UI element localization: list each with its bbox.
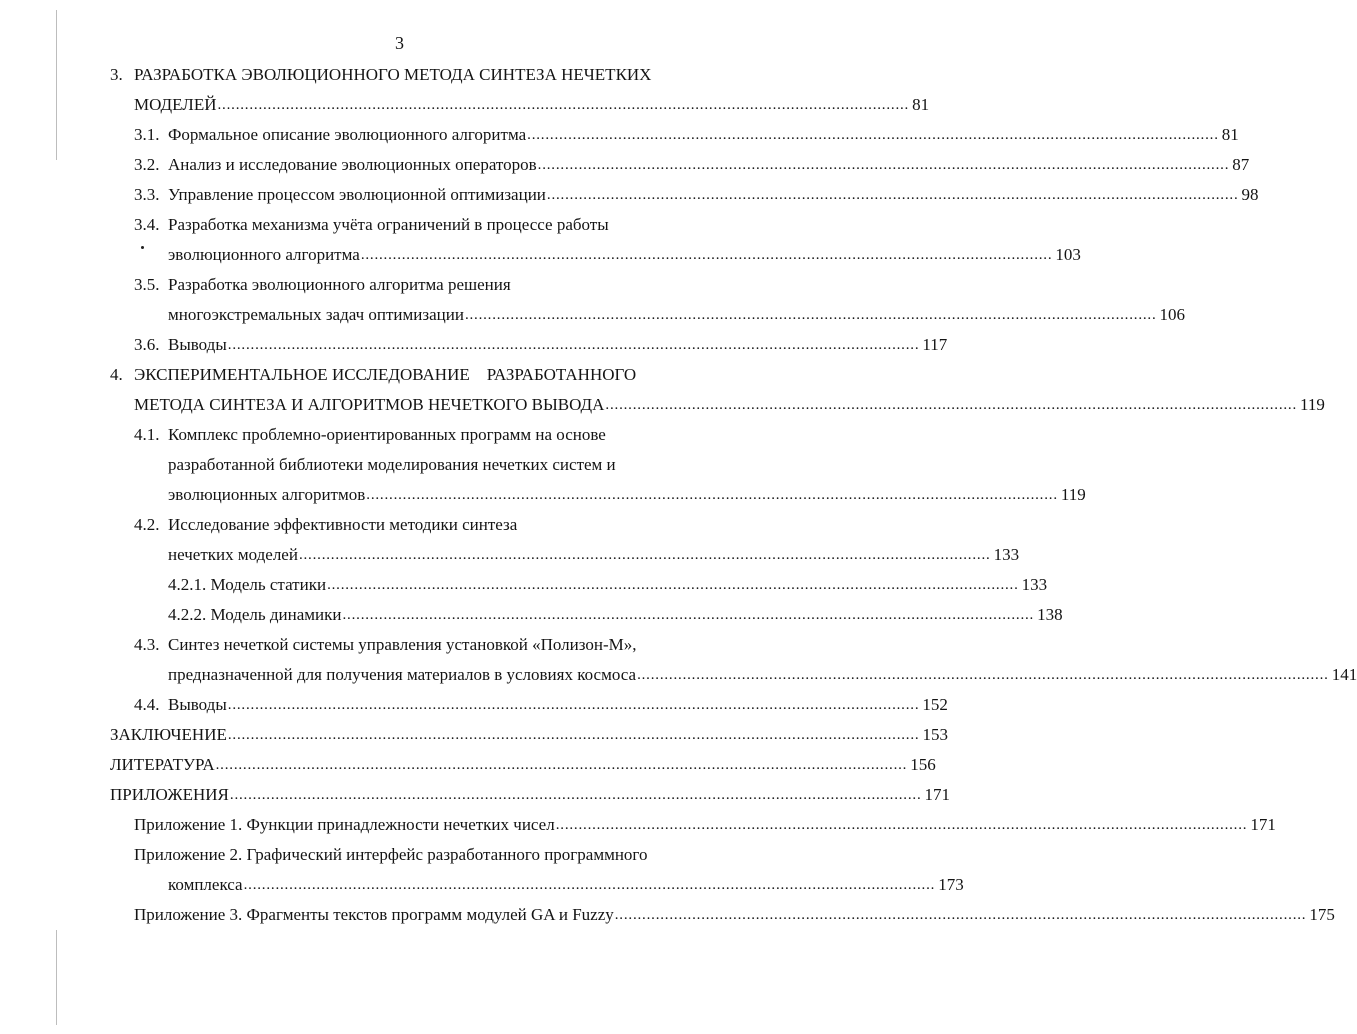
toc-entry-number: 3.5. — [134, 275, 160, 294]
toc-entry-number: 4.2. — [134, 515, 160, 534]
dot-leader: ........................................................................................................................................................ — [243, 877, 936, 893]
toc-entry-title: Анализ и исследование эволюционных операторов — [168, 155, 537, 174]
toc-entry-number: 3.4. — [134, 215, 160, 234]
dot-leader: ........................................................................................................................................................ — [298, 547, 991, 563]
scan-margin-line — [56, 930, 57, 1025]
toc-entry-leader — [168, 240, 1081, 270]
toc-entry-title: ЛИТЕРАТУРА — [110, 755, 215, 774]
table-of-contents — [0, 60, 1357, 940]
toc-entry-number: 4.1. — [134, 425, 160, 444]
toc-entry-number: 3. — [110, 65, 123, 84]
dot-leader: ........................................................................................................................................................ — [227, 337, 920, 353]
toc-entry-chapter-3-cont — [0, 90, 930, 120]
toc-entry-number: 3.6. — [134, 335, 160, 354]
toc-entry-leader — [168, 300, 1186, 330]
toc-entry-title: ПРИЛОЖЕНИЯ — [110, 785, 229, 804]
dot-leader: ........................................................................................................................................................ — [614, 907, 1307, 923]
toc-entry-title: Исследование эффективности методики синтеза — [168, 515, 518, 534]
toc-entry-leader — [168, 540, 1020, 570]
toc-entry-title: Выводы — [168, 335, 227, 354]
toc-entry-title: предназначенной для получения материалов в условиях космоса — [168, 665, 637, 684]
toc-entry-chapter-4 — [0, 360, 799, 390]
toc-entry-3-2 — [0, 150, 1250, 180]
toc-entry-4-3-cont — [0, 660, 1357, 690]
dot-leader: ........................................................................................................................................................ — [227, 727, 920, 743]
toc-entry-leader — [134, 810, 1276, 840]
toc-entry-page: 152 — [922, 695, 948, 714]
toc-entry-appendix-2 — [0, 840, 799, 870]
toc-entry-4-2-2 — [0, 600, 1063, 630]
toc-entry-appendices — [0, 780, 951, 810]
toc-entry-title: комплекса — [168, 875, 243, 894]
toc-entry-title: ЭКСПЕРИМЕНТАЛЬНОЕ ИССЛЕДОВАНИЕ РАЗРАБОТАННОГО — [134, 365, 637, 384]
toc-entry-3-6 — [0, 330, 948, 360]
toc-entry-title: Приложение 1. Функции принадлежности нечетких чисел — [134, 815, 555, 834]
toc-entry-literature — [0, 750, 936, 780]
dot-leader: ........................................................................................................................................................ — [366, 487, 1058, 503]
toc-entry-title: Разработка эволюционного алгоритма решения — [168, 275, 511, 294]
dot-leader: ........................................................................................................................................................ — [215, 757, 908, 773]
toc-entry-number: 3.1. — [134, 125, 160, 144]
toc-entry-title: 4.2.1. Модель статики — [168, 575, 327, 594]
toc-entry-chapter-3 — [0, 60, 799, 90]
toc-entry-3-1 — [0, 120, 1239, 150]
toc-entry-title: Синтез нечеткой системы управления установкой «Полизон-М», — [168, 635, 637, 654]
scan-speck — [141, 246, 144, 249]
toc-entry-title: Разработка механизма учёта ограничений в процессе работы — [168, 215, 609, 234]
toc-entry-chapter-4-cont — [0, 390, 1325, 420]
toc-entry-appendix-2-cont — [0, 870, 964, 900]
toc-entry-leader — [168, 480, 1086, 510]
toc-entry-page: 103 — [1055, 245, 1081, 264]
toc-entry-leader — [168, 870, 964, 900]
toc-entry-3-4 — [0, 210, 799, 240]
toc-entry-leader — [168, 120, 1239, 150]
toc-entry-4-4 — [0, 690, 948, 720]
toc-entry-title: эволюционного алгоритма — [168, 245, 360, 264]
toc-entry-leader — [168, 330, 948, 360]
toc-entry-title: Управление процессом эволюционной оптимизации — [168, 185, 546, 204]
toc-entry-number: 4. — [110, 365, 123, 384]
toc-entry-title: многоэкстремальных задач оптимизации — [168, 305, 464, 324]
toc-entry-leader — [168, 660, 1357, 690]
dot-leader: ........................................................................................................................................................ — [360, 247, 1053, 263]
toc-entry-page: 117 — [922, 335, 948, 354]
toc-entry-leader — [168, 180, 1259, 210]
dot-leader: ........................................................................................................................................................ — [464, 307, 1157, 323]
toc-entry-title: Приложение 2. Графический интерфейс разработанного программного — [134, 845, 648, 864]
toc-entry-leader — [134, 900, 1335, 930]
toc-entry-title: Комплекс проблемно-ориентированных программ на основе — [168, 425, 606, 444]
toc-entry-title: 4.2.2. Модель динамики — [168, 605, 342, 624]
toc-entry-leader — [168, 600, 1063, 630]
toc-entry-page: 141 — [1331, 665, 1357, 684]
toc-entry-page: 153 — [922, 725, 948, 744]
toc-entry-page: 106 — [1159, 305, 1186, 324]
dot-leader: ........................................................................................................................................................ — [327, 577, 1019, 593]
toc-entry-leader — [168, 690, 948, 720]
toc-entry-page: 87 — [1232, 155, 1250, 174]
toc-entry-4-1 — [0, 420, 799, 450]
toc-entry-4-2-cont — [0, 540, 1020, 570]
toc-entry-3-3 — [0, 180, 1259, 210]
dot-leader: ........................................................................................................................................................ — [546, 187, 1239, 203]
toc-entry-title: Выводы — [168, 695, 227, 714]
toc-entry-number: 3.3. — [134, 185, 160, 204]
toc-entry-4-1-cont — [0, 450, 799, 480]
toc-entry-number: 3.2. — [134, 155, 160, 174]
toc-entry-3-4-cont — [0, 240, 1081, 270]
toc-entry-4-1-cont — [0, 480, 1086, 510]
toc-entry-page: 81 — [912, 95, 930, 114]
toc-entry-leader — [110, 780, 951, 810]
toc-entry-title: МОДЕЛЕЙ — [134, 95, 217, 114]
toc-entry-page: 133 — [993, 545, 1020, 564]
dot-leader: ........................................................................................................................................................ — [555, 817, 1248, 833]
toc-entry-title: РАЗРАБОТКА ЭВОЛЮЦИОННОГО МЕТОДА СИНТЕЗА НЕЧЕТКИХ — [134, 65, 652, 84]
dot-leader: ........................................................................................................................................................ — [527, 127, 1219, 143]
toc-entry-title: Формальное описание эволюционного алгоритма — [168, 125, 527, 144]
toc-entry-page: 171 — [924, 785, 951, 804]
toc-entry-3-5-cont — [0, 300, 1186, 330]
toc-entry-title: эволюционных алгоритмов — [168, 485, 366, 504]
toc-entry-title: МЕТОДА СИНТЕЗА И АЛГОРИТМОВ НЕЧЕТКОГО ВЫВОДА — [134, 395, 605, 414]
toc-entry-page: 138 — [1037, 605, 1063, 624]
toc-entry-leader — [168, 570, 1048, 600]
toc-entry-4-2 — [0, 510, 799, 540]
dot-leader: ........................................................................................................................................................ — [605, 397, 1298, 413]
dot-leader: ........................................................................................................................................................ — [637, 667, 1329, 683]
page-number: 3 — [395, 33, 404, 53]
toc-entry-appendix-3 — [0, 900, 1335, 930]
toc-entry-number: 4.4. — [134, 695, 160, 714]
toc-entry-leader — [168, 150, 1250, 180]
toc-entry-leader — [110, 720, 948, 750]
toc-entry-page: 119 — [1060, 485, 1086, 504]
dot-leader: ........................................................................................................................................................ — [537, 157, 1230, 173]
toc-entry-leader — [110, 750, 936, 780]
toc-entry-leader — [134, 390, 1325, 420]
toc-entry-page: 98 — [1241, 185, 1259, 204]
dot-leader: ........................................................................................................................................................ — [227, 697, 920, 713]
toc-entry-page: 133 — [1021, 575, 1048, 594]
toc-entry-title: разработанной библиотеки моделирования нечетких систем и — [168, 455, 616, 474]
dot-leader: ........................................................................................................................................................ — [342, 607, 1035, 623]
toc-entry-4-3 — [0, 630, 799, 660]
dot-leader: ........................................................................................................................................................ — [229, 787, 922, 803]
toc-entry-title: Приложение 3. Фрагменты текстов программ модулей GA и Fuzzy — [134, 905, 614, 924]
toc-entry-3-5 — [0, 270, 799, 300]
toc-entry-page: 171 — [1250, 815, 1276, 834]
toc-entry-number: 4.3. — [134, 635, 160, 654]
toc-entry-appendix-1 — [0, 810, 1276, 840]
dot-leader: ........................................................................................................................................................ — [217, 97, 910, 113]
toc-entry-conclusion — [0, 720, 948, 750]
toc-entry-page: 81 — [1221, 125, 1239, 144]
toc-entry-page: 173 — [938, 875, 964, 894]
toc-entry-title: ЗАКЛЮЧЕНИЕ — [110, 725, 227, 744]
toc-entry-page: 175 — [1309, 905, 1335, 924]
toc-entry-4-2-1 — [0, 570, 1048, 600]
toc-entry-page: 119 — [1300, 395, 1325, 414]
toc-entry-title: нечетких моделей — [168, 545, 298, 564]
toc-entry-leader — [134, 90, 930, 120]
toc-entry-page: 156 — [910, 755, 936, 774]
